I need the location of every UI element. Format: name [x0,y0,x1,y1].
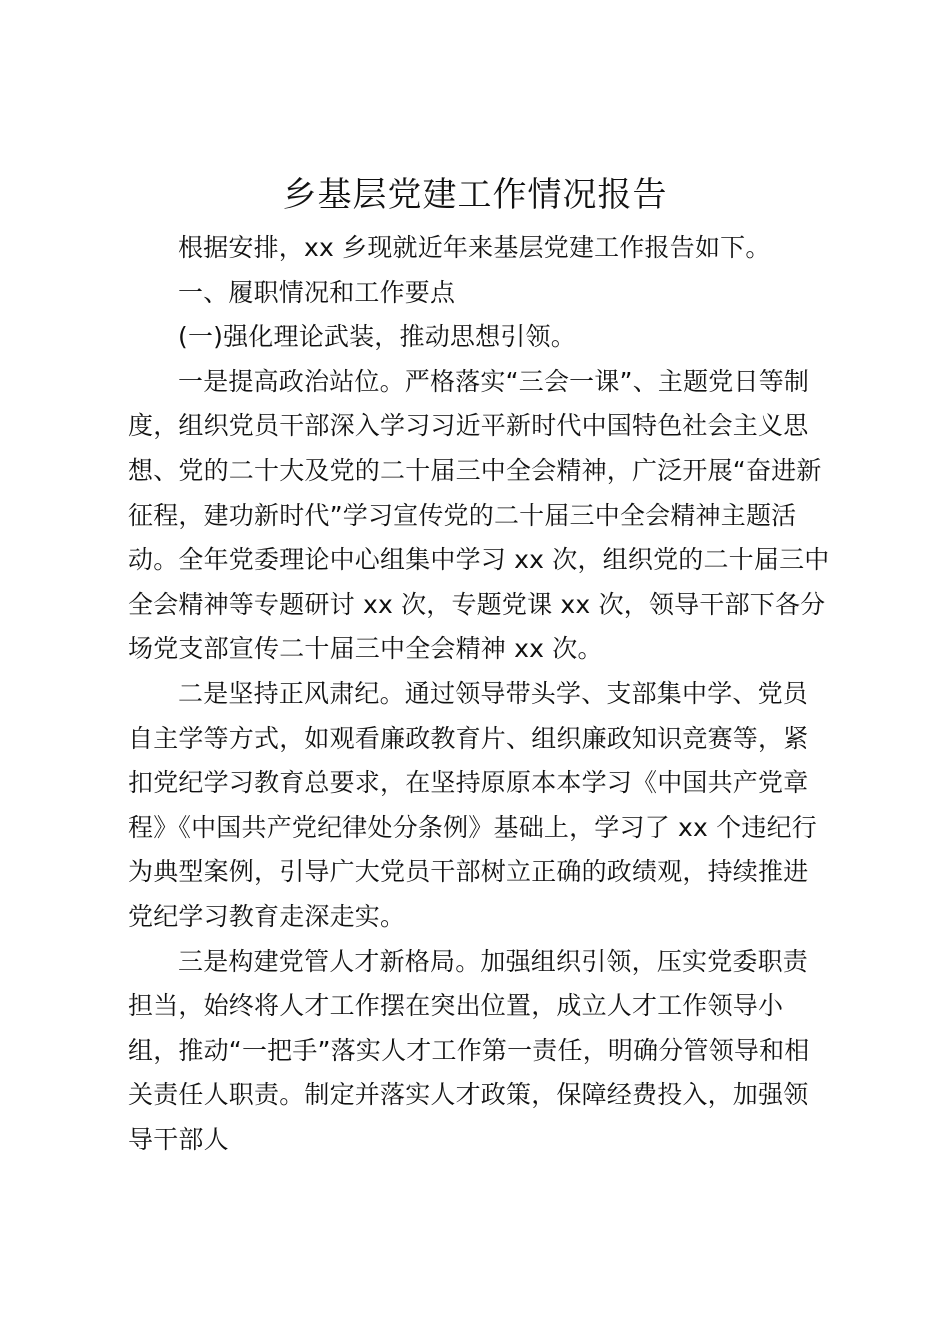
subsection-heading-text: (一)强化理论武装，推动思想引领。 [178,322,576,352]
paragraph-discipline [128,672,828,940]
section-heading [128,271,828,316]
paragraph-line: 全会精神等专题研讨 xx 次，专题党课 xx 次，领导干部下各分 [128,589,826,619]
paragraph-line: 关责任人职责。制定并落实人才政策，保障经费投入，加强领 [128,1080,809,1110]
paragraph-line: 自主学等方式，如观看廉政教育片、组织廉政知识竞赛等，紧 [128,723,809,753]
paragraph-line: 动。全年党委理论中心组集中学习 xx 次，组织党的二十届三中 [128,545,830,575]
paragraph-line: 导干部人 [128,1124,229,1154]
document-body [128,226,828,1162]
paragraph-line: 为典型案例，引导广大党员干部树立正确的政绩观，持续推进 [128,857,809,887]
paragraph-line: 场党支部宣传二十届三中全会精神 xx 次。 [128,634,603,664]
paragraph-line: 担当，始终将人才工作摆在突出位置，成立人才工作领导小 [128,991,784,1021]
paragraph-political-stance [128,360,828,672]
paragraph-line: 想、党的二十大及党的二十届三中全会精神，广泛开展“奋进新 [128,455,822,485]
intro-line: 根据安排，xx 乡现就近年来基层党建工作报告如下。 [178,233,771,262]
section-heading-text: 一、履职情况和工作要点 [178,277,456,307]
paragraph-line: 度，组织党员干部深入学习习近平新时代中国特色社会主义思 [128,411,809,441]
paragraph-line: 征程，建功新时代”学习宣传党的二十届三中全会精神主题活 [128,500,797,530]
intro-paragraph [128,226,828,271]
paragraph-line: 程》《中国共产党纪律处分条例》基础上，学习了 xx 个违纪行 [128,812,817,842]
document-title: 乡基层党建工作情况报告 [282,175,668,215]
paragraph-line: 二是坚持正风肃纪。通过领导带头学、支部集中学、党员 [178,678,809,708]
paragraph-line: 组，推动“一把手”落实人才工作第一责任，明确分管领导和相 [128,1035,810,1065]
subsection-heading [128,315,828,360]
paragraph-line: 一是提高政治站位。严格落实“三会一课”、主题党日等制 [178,366,810,396]
paragraph-line: 扣党纪学习教育总要求，在坚持原原本本学习《中国共产党章 [128,768,809,798]
paragraph-line: 三是构建党管人才新格局。加强组织引领，压实党委职责 [178,946,809,976]
paragraph-line: 党纪学习教育走深走实。 [128,901,406,931]
paragraph-talent [128,940,828,1163]
